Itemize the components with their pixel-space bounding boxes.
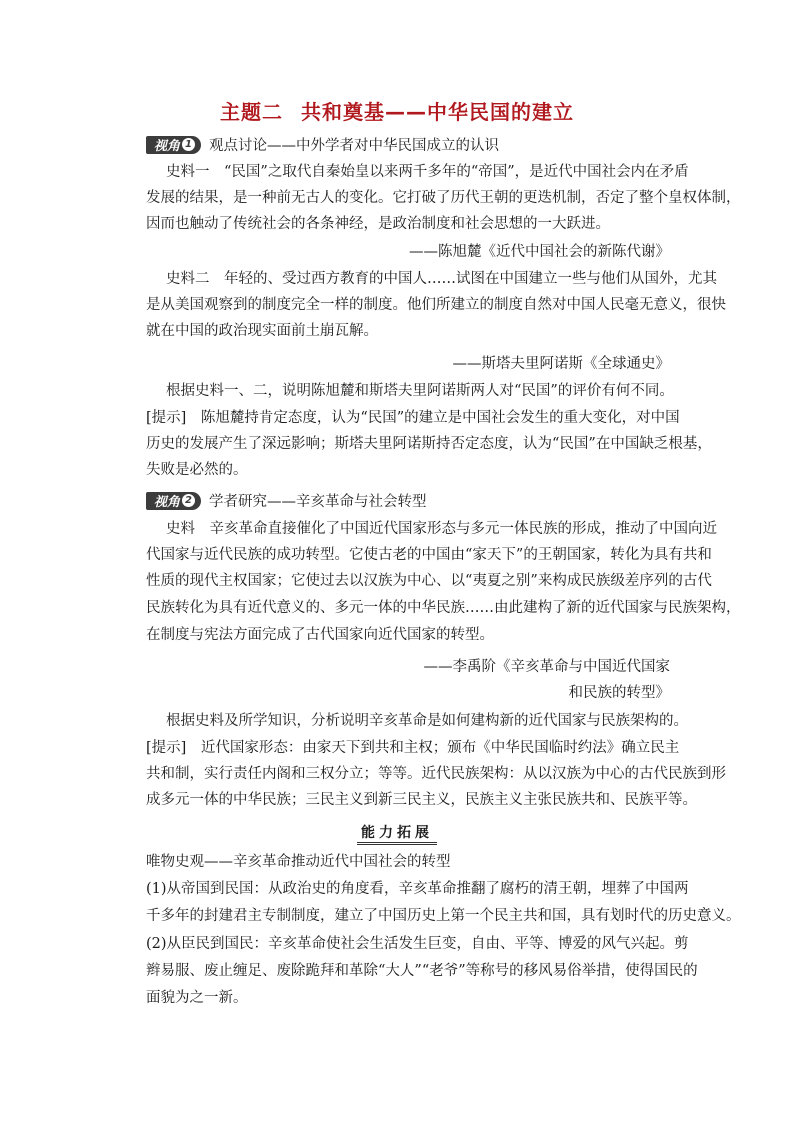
- question2: 根据史料及所学知识，分析说明辛亥革命是如何建构新的近代国家与民族架构的。: [166, 713, 688, 729]
- s3-source: ——李禹阶《辛亥革命与中国近代国家: [423, 659, 670, 675]
- answer2-line: 共和制，实行责任内阁和三权分立；等等。近代民族架构：从以汉族为中心的古代民族到形: [146, 766, 726, 782]
- view1-heading: 观点讨论——中外学者对中华民国成立的认识: [209, 138, 500, 154]
- paragraph1-line: 千多年的封建君主专制制度，建立了中国历史上第一个民主共和国，具有划时代的历史意义。: [146, 908, 741, 924]
- s2-line: 是从美国观察到的制度完全一样的制度。他们所建立的制度自然对中国人民毫无意义，很快: [146, 297, 726, 313]
- answer1-line: 失败是必然的。: [146, 462, 248, 478]
- view2-badge: 视角 2: [146, 492, 201, 510]
- s3-line: 史料 辛亥革命直接催化了中国近代国家形态与多元一体民族的形成，推动了中国向近: [166, 521, 717, 537]
- s2-source: ——斯塔夫里阿诺斯《全球通史》: [452, 356, 670, 372]
- s3-source: 和民族的转型》: [568, 685, 670, 701]
- paragraph2-line: 面貌为之一新。: [146, 990, 248, 1006]
- s1-line: 史料一 “民国”之取代自秦始皇以来两千多年的“帝国”，是近代中国社会内在矛盾: [166, 164, 689, 180]
- s2-line: 就在中国的政治现实面前土崩瓦解。: [146, 323, 378, 339]
- title-part2: 共和奠基——中华民国的建立: [301, 100, 574, 124]
- view1-badge: 视角 1: [146, 136, 201, 154]
- paragraph2-line: 辫易服、废止缠足、废除跪拜和革除“大人”“老爷”等称号的移风易俗举措，使得国民的: [146, 963, 698, 979]
- s1-line: 因而也触动了传统社会的各条神经，是政治制度和社会思想的一大跃进。: [146, 216, 610, 232]
- question1: 根据史料一、二，说明陈旭麓和斯塔夫里阿诺斯两人对“民国”的评价有何不同。: [166, 383, 674, 399]
- view2-header: [146, 490, 427, 511]
- view1-header: [146, 134, 499, 155]
- view2-heading: 学者研究——辛亥革命与社会转型: [209, 494, 427, 510]
- paragraph1-line: (1)从帝国到民国：从政治史的角度看，辛亥革命推翻了腐朽的清王朝，埋葬了中国两: [146, 881, 689, 897]
- answer1-line: [提示] 陈旭麓持肯定态度，认为“民国”的建立是中国社会发生的重大变化，对中国: [146, 410, 680, 426]
- s1-line: 发展的结果，是一种前无古人的变化。它打破了历代王朝的更迭机制，否定了整个皇权体制，: [146, 190, 741, 206]
- answer2-line: [提示] 近代国家形态：由家天下到共和主权；颁布《中华民国临时约法》确立民主: [146, 740, 680, 756]
- s1-source: ——陈旭麓《近代中国社会的新陈代谢》: [409, 244, 670, 260]
- answer1-line: 历史的发展产生了深远影响；斯塔夫里阿诺斯持否定态度，认为“民国”在中国缺乏根基，: [146, 436, 712, 452]
- s2-line: 史料二 年轻的、受过西方教育的中国人……试图在中国建立一些与他们从国外，尤其: [166, 271, 717, 287]
- extension-title: 唯物史观——辛亥革命推动近代中国社会的转型: [146, 854, 451, 870]
- title-part1: 主题二: [220, 100, 283, 124]
- s3-line: 代国家与近代民族的成功转型。它使古老的中国由“家天下”的王朝国家，转化为具有共和: [146, 547, 712, 563]
- s3-line: 民族转化为具有近代意义的、多元一体的中华民族……由此建构了新的近代国家与民族架构，: [146, 600, 741, 616]
- ability-extension-heading: 能力拓展: [0, 822, 794, 845]
- paragraph2-line: (2)从臣民到国民：辛亥革命使社会生活发生巨变，自由、平等、博爱的风气兴起。剪: [146, 936, 689, 952]
- answer2-line: 成多元一体的中华民族；三民主义到新三民主义，民族主义主张民族共和、民族平等。: [146, 792, 697, 808]
- s3-line: 性质的现代主权国家；它使过去以汉族为中心、以“夷夏之别”来构成民族级差序列的古代: [146, 573, 712, 589]
- s3-line: 在制度与宪法方面完成了古代国家向近代国家的转型。: [146, 627, 494, 643]
- page-title: [0, 96, 794, 125]
